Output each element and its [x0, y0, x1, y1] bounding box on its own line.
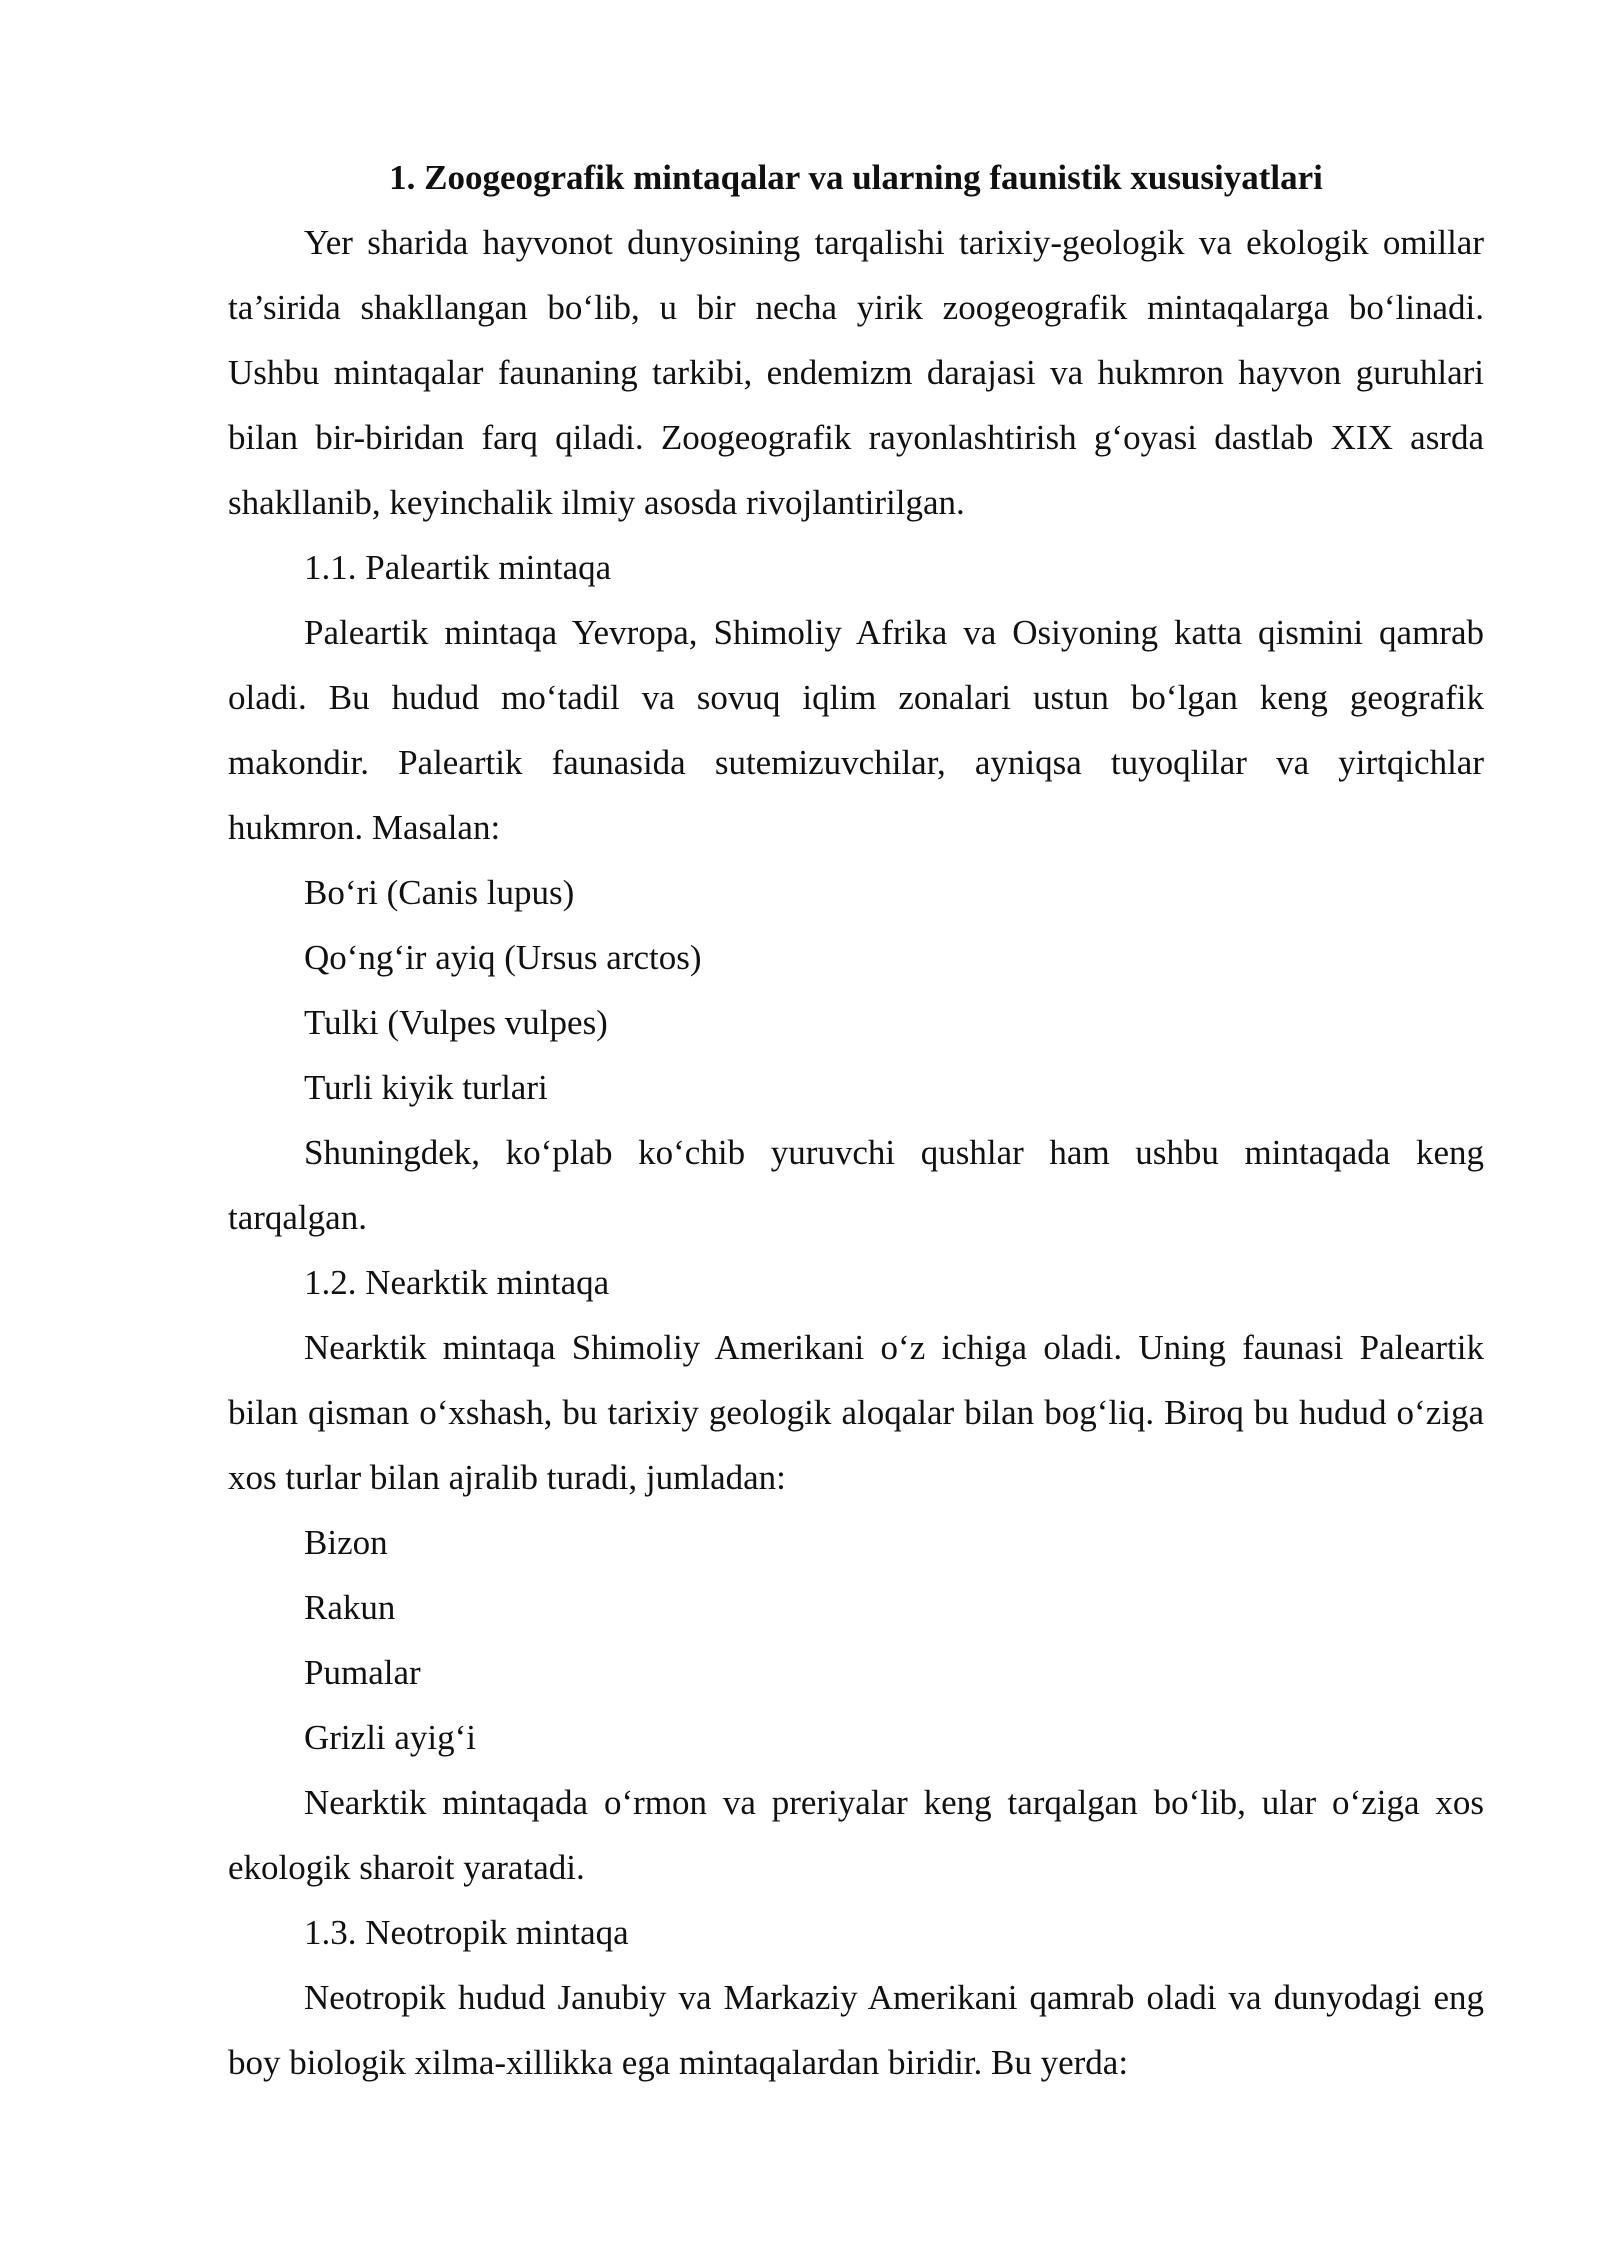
section-heading-nearktik: 1.2. Nearktik mintaqa	[304, 1263, 610, 1302]
list-item: Pumalar	[304, 1653, 421, 1692]
section-heading-paleartik: 1.1. Paleartik mintaqa	[304, 548, 612, 587]
list-item: Grizli ayig‘i	[304, 1718, 477, 1757]
section-text-paleartik: Paleartik mintaqa Yevropa, Shimoliy Afrika va Osiyoning katta qismini qamrab oladi. Bu hudud mo‘tadil va sovuq iqlim zonalari ustun bo‘lgan keng geografik makondir. Paleartik faunasida sutemizuvchilar, ayniqsa tuyoqlilar va yirtqichlar hukmron. Masalan:	[228, 613, 1484, 847]
list-item: Tulki (Vulpes vulpes)	[304, 1003, 608, 1042]
list-item: Bo‘ri (Canis lupus)	[304, 873, 575, 912]
section-text-nearktik: Nearktik mintaqa Shimoliy Amerikani o‘z ichiga oladi. Uning faunasi Paleartik bilan qisman o‘xshash, bu tarixiy geologik aloqalar bilan bog‘liq. Biroq bu hudud o‘ziga xos turlar bilan ajralib turadi, jumladan:	[228, 1328, 1484, 1497]
document-title: 1. Zoogeografik mintaqalar va ularning faunistik xususiyatlari	[389, 158, 1323, 197]
section-heading-neotropik: 1.3. Neotropik mintaqa	[304, 1913, 629, 1952]
intro-paragraph: Yer sharida hayvonot dunyosining tarqalishi tarixiy-geologik va ekologik omillar ta’sirida shakllangan bo‘lib, u bir necha yirik zoogeografik mintaqalarga bo‘linadi. Ushbu mintaqalar faunaning tarkibi, endemizm darajasi va hukmron hayvon guruhlari bilan bir-biridan farq qiladi. Zoogeografik rayonlashtirish g‘oyasi dastlab XIX asrda shakllanib, keyinchalik ilmiy asosda rivojlantirilgan.	[228, 223, 1484, 522]
list-item: Turli kiyik turlari	[304, 1068, 548, 1107]
section-text-neotropik: Neotropik hudud Janubiy va Markaziy Amerikani qamrab oladi va dunyodagi eng boy biologik xilma-xillikka ega mintaqalardan biridir. Bu yerda:	[228, 1978, 1484, 2082]
list-item: Rakun	[304, 1588, 396, 1627]
list-item: Qo‘ng‘ir ayiq (Ursus arctos)	[304, 938, 702, 977]
list-item: Bizon	[304, 1523, 388, 1562]
section-closing-paleartik: Shuningdek, ko‘plab ko‘chib yuruvchi qushlar ham ushbu mintaqada keng tarqalgan.	[228, 1133, 1484, 1237]
section-closing-nearktik: Nearktik mintaqada o‘rmon va preriyalar keng tarqalgan bo‘lib, ular o‘ziga xos ekologik sharoit yaratadi.	[228, 1783, 1484, 1887]
page-content	[228, 145, 1484, 2095]
